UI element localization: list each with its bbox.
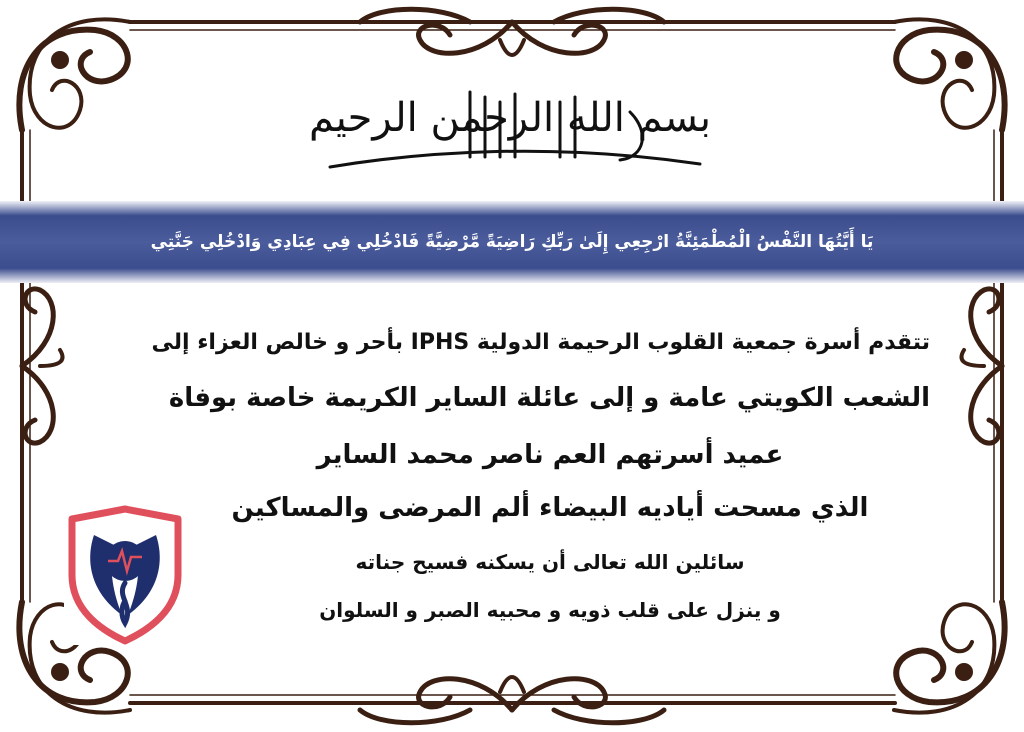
message-line-1: تتقدم أسرة جمعية القلوب الرحيمة الدولية IPHS بأحر و خالص العزاء إلى [151,330,930,355]
left-side-ornament [22,289,63,443]
top-center-ornament [360,9,664,55]
message-line-3: عميد أسرتهم العم ناصر محمد الساير [316,440,784,470]
message-line-6: و ينزل على قلب ذويه و محبيه الصبر و السلوان [319,598,781,622]
heart-hands-shield-logo-icon [64,505,186,645]
message-line-5: سائلين الله تعالى أن يسكنه فسيح جناته [355,550,745,574]
message-line-2: الشعب الكويتي عامة و إلى عائلة الساير الكريمة خاصة بوفاة [168,383,930,413]
corner-ornament-top-right [894,19,1005,130]
verse-banner [0,201,1024,283]
basmala-text: بسم الله الرحمن الرحيم [308,95,712,141]
corner-ornament-top-left [19,19,130,130]
right-side-ornament [962,289,1003,443]
message-line-4: الذي مسحت أياديه البيضاء ألم المرضى والمساكين [231,493,869,523]
bottom-center-ornament [360,677,664,723]
quran-verse: يَا أَيَّتُهَا النَّفْسُ الْمُطْمَئِنَّةُ ارْجِعِي إِلَىٰ رَبِّكِ رَاضِيَةً مَّرْضِيَّةً فَادْخُلِي فِي عِبَادِي وَادْخُلِي جَنَّتِي [150,232,874,252]
